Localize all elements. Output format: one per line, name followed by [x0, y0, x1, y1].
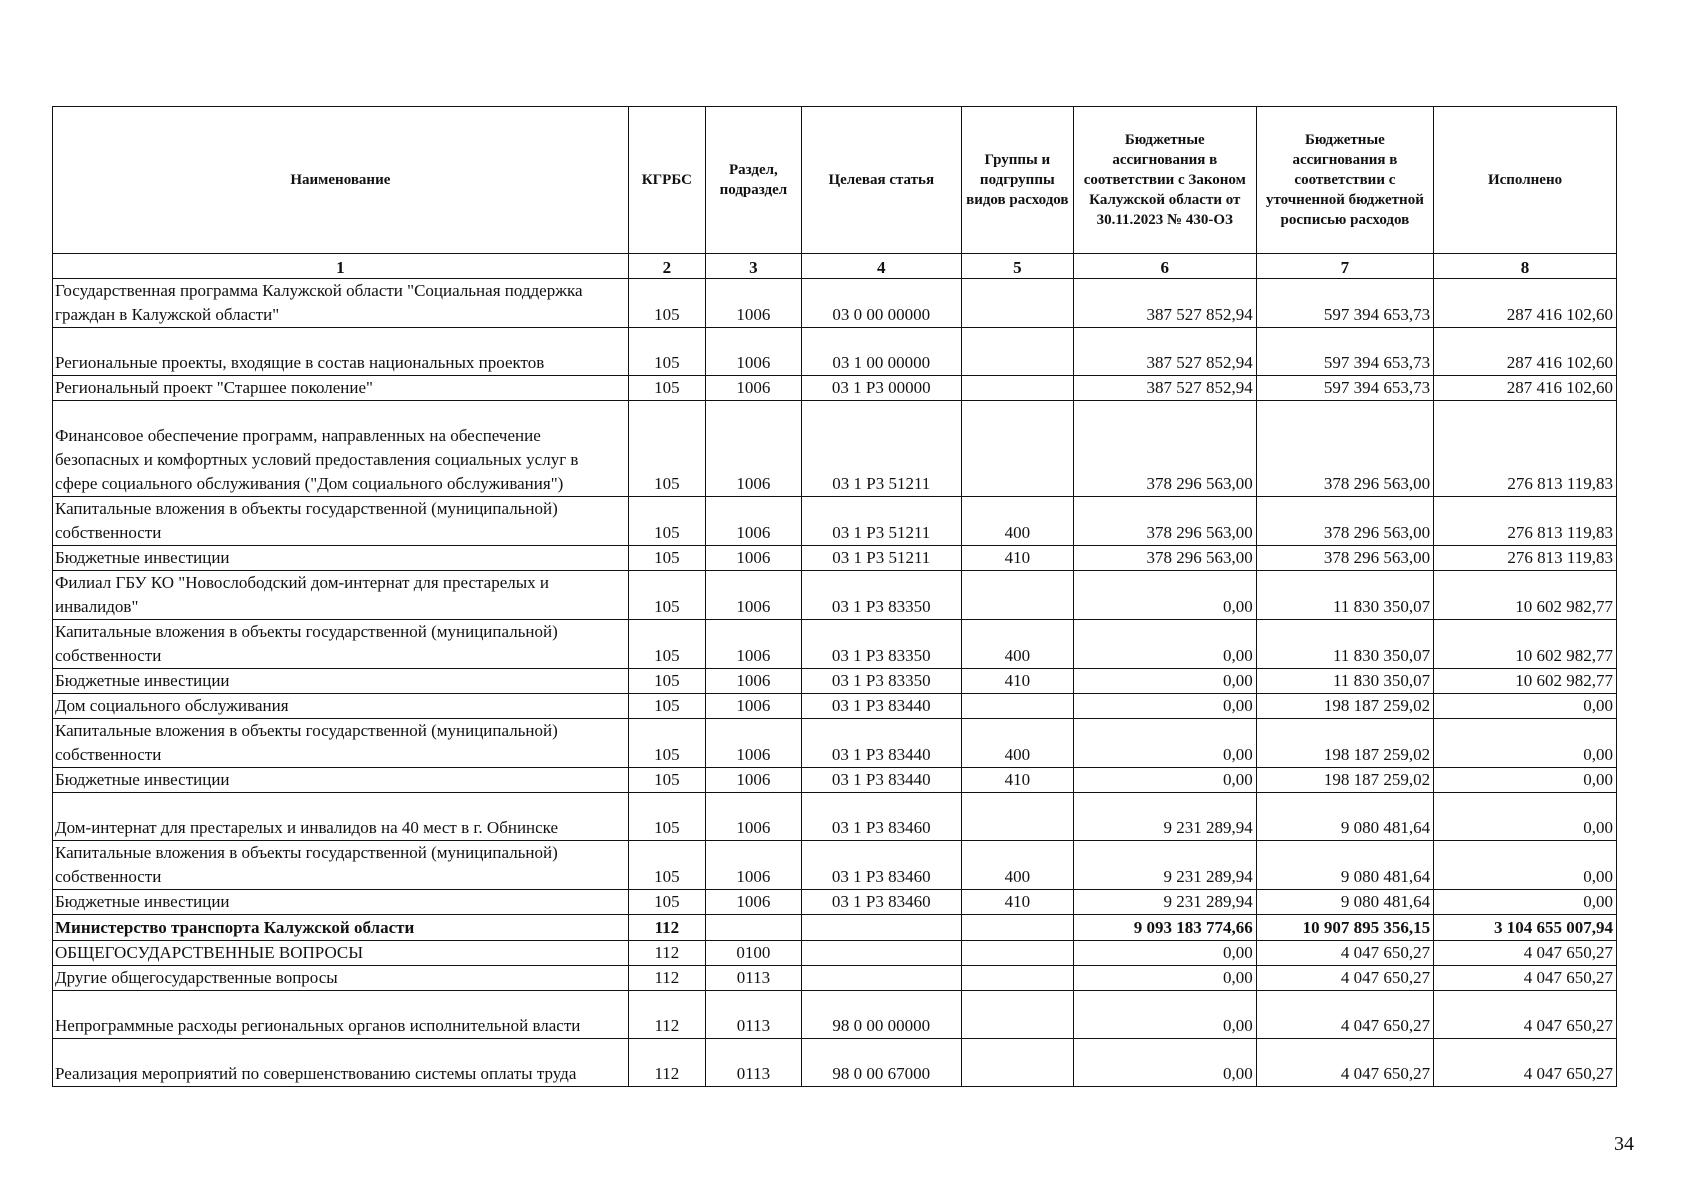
table-row — [53, 620, 1617, 669]
row-budget-refined: 597 394 653,73 — [1256, 279, 1433, 328]
row-target: 03 1 Р3 00000 — [801, 376, 961, 401]
row-budget-refined: 9 080 481,64 — [1256, 890, 1433, 915]
row-budget-law: 0,00 — [1073, 571, 1256, 620]
row-budget-refined: 198 187 259,02 — [1256, 719, 1433, 768]
row-budget-refined: 11 830 350,07 — [1256, 669, 1433, 694]
row-section — [706, 915, 802, 941]
header-budget-law: Бюджетные ассигнования в соответствии с Законом Калужской области от 30.11.2023 № 430-ОЗ — [1073, 107, 1256, 254]
row-executed: 287 416 102,60 — [1434, 376, 1617, 401]
row-group — [961, 328, 1073, 376]
row-budget-law: 9 231 289,94 — [1073, 793, 1256, 841]
row-budget-refined: 198 187 259,02 — [1256, 694, 1433, 719]
row-budget-refined: 11 830 350,07 — [1256, 620, 1433, 669]
row-group — [961, 571, 1073, 620]
row-target: 03 1 Р3 83460 — [801, 793, 961, 841]
budget-table — [52, 106, 1617, 1087]
row-target: 03 1 Р3 83350 — [801, 669, 961, 694]
row-name: Региональные проекты, входящие в состав национальных проектов — [53, 328, 629, 376]
row-kgrbs: 105 — [628, 328, 705, 376]
row-kgrbs: 112 — [628, 915, 705, 941]
row-budget-law: 0,00 — [1073, 991, 1256, 1039]
row-section: 1006 — [706, 497, 802, 546]
row-name: ОБЩЕГОСУДАРСТВЕННЫЕ ВОПРОСЫ — [53, 941, 629, 966]
row-executed: 0,00 — [1434, 841, 1617, 890]
row-kgrbs: 112 — [628, 1039, 705, 1087]
row-kgrbs: 105 — [628, 401, 705, 497]
row-target: 03 1 Р3 83440 — [801, 768, 961, 793]
row-target: 03 1 Р3 83460 — [801, 890, 961, 915]
row-group — [961, 279, 1073, 328]
row-section: 1006 — [706, 279, 802, 328]
row-budget-law: 0,00 — [1073, 941, 1256, 966]
row-group: 410 — [961, 768, 1073, 793]
column-number: 2 — [628, 254, 705, 279]
column-number: 1 — [53, 254, 629, 279]
row-budget-law: 0,00 — [1073, 694, 1256, 719]
row-executed: 4 047 650,27 — [1434, 966, 1617, 991]
row-name: Дом-интернат для престарелых и инвалидов на 40 мест в г. Обнинске — [53, 793, 629, 841]
row-group — [961, 941, 1073, 966]
row-budget-refined: 4 047 650,27 — [1256, 991, 1433, 1039]
column-number: 7 — [1256, 254, 1433, 279]
row-executed: 287 416 102,60 — [1434, 279, 1617, 328]
row-executed: 10 602 982,77 — [1434, 571, 1617, 620]
table-row — [53, 719, 1617, 768]
row-executed: 276 813 119,83 — [1434, 546, 1617, 571]
row-section: 1006 — [706, 694, 802, 719]
row-name: Капитальные вложения в объекты государственной (муниципальной) собственности — [53, 620, 629, 669]
row-budget-refined: 10 907 895 356,15 — [1256, 915, 1433, 941]
table-row — [53, 279, 1617, 328]
row-group — [961, 991, 1073, 1039]
row-kgrbs: 105 — [628, 719, 705, 768]
row-budget-law: 387 527 852,94 — [1073, 279, 1256, 328]
table-row — [53, 497, 1617, 546]
row-budget-refined: 4 047 650,27 — [1256, 966, 1433, 991]
row-target — [801, 941, 961, 966]
table-row — [53, 966, 1617, 991]
row-budget-law: 378 296 563,00 — [1073, 401, 1256, 497]
row-executed: 0,00 — [1434, 768, 1617, 793]
row-target: 03 1 Р3 83440 — [801, 719, 961, 768]
row-name: Бюджетные инвестиции — [53, 890, 629, 915]
row-executed: 0,00 — [1434, 694, 1617, 719]
row-kgrbs: 105 — [628, 571, 705, 620]
row-budget-refined: 198 187 259,02 — [1256, 768, 1433, 793]
table-row — [53, 915, 1617, 941]
row-kgrbs: 105 — [628, 376, 705, 401]
row-budget-law: 0,00 — [1073, 620, 1256, 669]
row-section: 1006 — [706, 793, 802, 841]
page-number: 34 — [1614, 1133, 1634, 1155]
table-header-row — [53, 107, 1617, 254]
row-target: 03 1 Р3 83440 — [801, 694, 961, 719]
table-row — [53, 841, 1617, 890]
table-row — [53, 546, 1617, 571]
table-row — [53, 793, 1617, 841]
row-section: 1006 — [706, 669, 802, 694]
row-name: Финансовое обеспечение программ, направленных на обеспечение безопасных и комфортных условий предоставления социальных услуг в сфере социального обслуживания ("Дом социального обслуживания") — [53, 401, 629, 497]
row-group — [961, 376, 1073, 401]
header-kgrbs: КГРБС — [628, 107, 705, 254]
row-section: 1006 — [706, 768, 802, 793]
row-executed: 276 813 119,83 — [1434, 497, 1617, 546]
row-kgrbs: 105 — [628, 620, 705, 669]
row-executed: 4 047 650,27 — [1434, 941, 1617, 966]
row-kgrbs: 105 — [628, 669, 705, 694]
row-executed: 3 104 655 007,94 — [1434, 915, 1617, 941]
row-kgrbs: 105 — [628, 890, 705, 915]
row-name: Капитальные вложения в объекты государственной (муниципальной) собственности — [53, 841, 629, 890]
row-group — [961, 793, 1073, 841]
column-number: 5 — [961, 254, 1073, 279]
row-section: 1006 — [706, 328, 802, 376]
row-budget-law: 387 527 852,94 — [1073, 328, 1256, 376]
row-name: Региональный проект "Старшее поколение" — [53, 376, 629, 401]
header-name: Наименование — [53, 107, 629, 254]
header-target: Целевая статья — [801, 107, 961, 254]
table-row — [53, 991, 1617, 1039]
row-group: 400 — [961, 841, 1073, 890]
row-name: Реализация мероприятий по совершенствованию системы оплаты труда — [53, 1039, 629, 1087]
row-target: 03 1 Р3 83350 — [801, 620, 961, 669]
row-executed: 287 416 102,60 — [1434, 328, 1617, 376]
row-group — [961, 694, 1073, 719]
row-budget-law: 0,00 — [1073, 1039, 1256, 1087]
row-kgrbs: 112 — [628, 941, 705, 966]
row-name: Бюджетные инвестиции — [53, 768, 629, 793]
row-executed: 10 602 982,77 — [1434, 669, 1617, 694]
table-row — [53, 669, 1617, 694]
row-budget-law: 0,00 — [1073, 768, 1256, 793]
row-section: 1006 — [706, 376, 802, 401]
row-budget-refined: 9 080 481,64 — [1256, 793, 1433, 841]
row-budget-refined: 378 296 563,00 — [1256, 546, 1433, 571]
row-section: 1006 — [706, 401, 802, 497]
row-group: 400 — [961, 620, 1073, 669]
row-target: 03 1 Р3 83460 — [801, 841, 961, 890]
row-name: Капитальные вложения в объекты государственной (муниципальной) собственности — [53, 497, 629, 546]
row-section: 1006 — [706, 841, 802, 890]
row-section: 0113 — [706, 1039, 802, 1087]
row-kgrbs: 105 — [628, 841, 705, 890]
row-name: Дом социального обслуживания — [53, 694, 629, 719]
row-executed: 276 813 119,83 — [1434, 401, 1617, 497]
row-executed: 0,00 — [1434, 719, 1617, 768]
table-row — [53, 768, 1617, 793]
row-name: Министерство транспорта Калужской области — [53, 915, 629, 941]
row-budget-law: 387 527 852,94 — [1073, 376, 1256, 401]
row-executed: 4 047 650,27 — [1434, 991, 1617, 1039]
row-target: 03 1 Р3 83350 — [801, 571, 961, 620]
row-kgrbs: 105 — [628, 694, 705, 719]
row-kgrbs: 105 — [628, 546, 705, 571]
column-number-row — [53, 254, 1617, 279]
row-section: 1006 — [706, 620, 802, 669]
row-budget-law: 378 296 563,00 — [1073, 546, 1256, 571]
table-row — [53, 1039, 1617, 1087]
column-number: 4 — [801, 254, 961, 279]
table-row — [53, 376, 1617, 401]
row-budget-refined: 378 296 563,00 — [1256, 401, 1433, 497]
row-target — [801, 915, 961, 941]
row-budget-law: 378 296 563,00 — [1073, 497, 1256, 546]
row-budget-refined: 9 080 481,64 — [1256, 841, 1433, 890]
table-body — [53, 279, 1617, 1087]
header-groups: Группы и подгруппы видов расходов — [961, 107, 1073, 254]
row-executed: 0,00 — [1434, 890, 1617, 915]
row-target: 03 1 Р3 51211 — [801, 401, 961, 497]
row-budget-refined: 4 047 650,27 — [1256, 941, 1433, 966]
row-target: 03 0 00 00000 — [801, 279, 961, 328]
row-budget-law: 0,00 — [1073, 719, 1256, 768]
row-group: 400 — [961, 497, 1073, 546]
row-section: 1006 — [706, 571, 802, 620]
row-target: 98 0 00 00000 — [801, 991, 961, 1039]
row-target — [801, 966, 961, 991]
row-executed: 10 602 982,77 — [1434, 620, 1617, 669]
row-section: 0113 — [706, 966, 802, 991]
row-name: Бюджетные инвестиции — [53, 546, 629, 571]
row-kgrbs: 112 — [628, 966, 705, 991]
row-budget-law: 0,00 — [1073, 669, 1256, 694]
row-section: 1006 — [706, 890, 802, 915]
header-section: Раздел, подраздел — [706, 107, 802, 254]
row-budget-refined: 597 394 653,73 — [1256, 376, 1433, 401]
row-budget-refined: 597 394 653,73 — [1256, 328, 1433, 376]
row-budget-law: 9 231 289,94 — [1073, 890, 1256, 915]
header-budget-refined: Бюджетные ассигнования в соответствии с уточненной бюджетной росписью расходов — [1256, 107, 1433, 254]
row-group — [961, 1039, 1073, 1087]
row-kgrbs: 105 — [628, 793, 705, 841]
row-budget-refined: 11 830 350,07 — [1256, 571, 1433, 620]
row-budget-law: 9 093 183 774,66 — [1073, 915, 1256, 941]
table-row — [53, 694, 1617, 719]
row-section: 0100 — [706, 941, 802, 966]
row-group: 410 — [961, 890, 1073, 915]
table-row — [53, 571, 1617, 620]
row-group: 410 — [961, 546, 1073, 571]
row-target: 03 1 Р3 51211 — [801, 497, 961, 546]
header-executed: Исполнено — [1434, 107, 1617, 254]
row-kgrbs: 112 — [628, 991, 705, 1039]
row-group: 410 — [961, 669, 1073, 694]
row-budget-law: 9 231 289,94 — [1073, 841, 1256, 890]
row-section: 0113 — [706, 991, 802, 1039]
row-name: Филиал ГБУ КО "Новослободский дом-интернат для престарелых и инвалидов" — [53, 571, 629, 620]
table-row — [53, 328, 1617, 376]
table-row — [53, 941, 1617, 966]
row-kgrbs: 105 — [628, 279, 705, 328]
row-section: 1006 — [706, 719, 802, 768]
row-budget-law: 0,00 — [1073, 966, 1256, 991]
budget-table-sheet — [52, 106, 1617, 1087]
row-group: 400 — [961, 719, 1073, 768]
row-target: 03 1 Р3 51211 — [801, 546, 961, 571]
table-row — [53, 890, 1617, 915]
row-executed: 4 047 650,27 — [1434, 1039, 1617, 1087]
row-name: Капитальные вложения в объекты государственной (муниципальной) собственности — [53, 719, 629, 768]
row-name: Государственная программа Калужской области "Социальная поддержка граждан в Калужской области" — [53, 279, 629, 328]
row-budget-refined: 4 047 650,27 — [1256, 1039, 1433, 1087]
row-kgrbs: 105 — [628, 497, 705, 546]
row-name: Бюджетные инвестиции — [53, 669, 629, 694]
row-name: Другие общегосударственные вопросы — [53, 966, 629, 991]
row-group — [961, 915, 1073, 941]
column-number: 3 — [706, 254, 802, 279]
row-group — [961, 966, 1073, 991]
row-name: Непрограммные расходы региональных органов исполнительной власти — [53, 991, 629, 1039]
row-executed: 0,00 — [1434, 793, 1617, 841]
row-target: 03 1 00 00000 — [801, 328, 961, 376]
column-number: 8 — [1434, 254, 1617, 279]
row-target: 98 0 00 67000 — [801, 1039, 961, 1087]
row-group — [961, 401, 1073, 497]
row-kgrbs: 105 — [628, 768, 705, 793]
table-row — [53, 401, 1617, 497]
row-budget-refined: 378 296 563,00 — [1256, 497, 1433, 546]
row-section: 1006 — [706, 546, 802, 571]
column-number: 6 — [1073, 254, 1256, 279]
